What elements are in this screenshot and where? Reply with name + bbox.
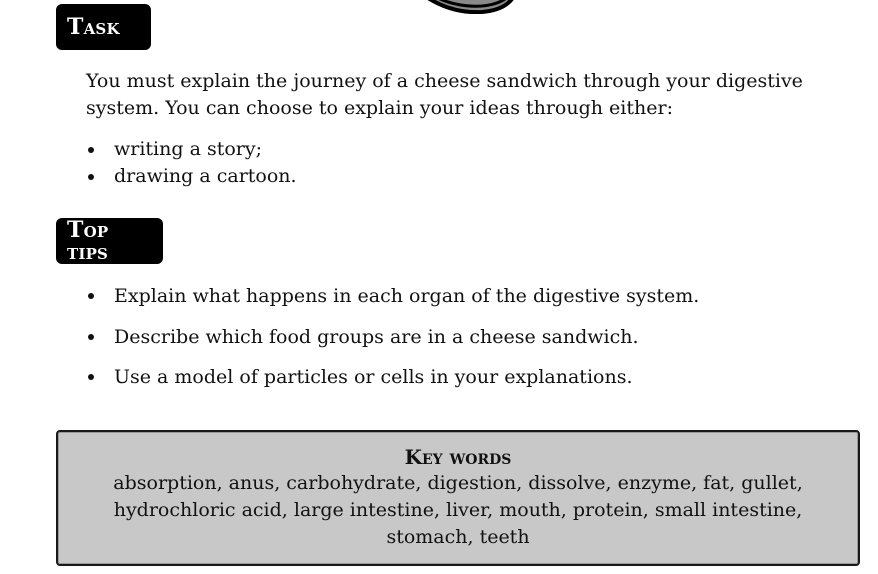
list-item: Describe which food groups are in a cheese sandwich.	[86, 323, 699, 351]
key-words-title: Key words	[404, 445, 512, 469]
list-item: writing a story;	[86, 136, 297, 163]
sandwich-illustration	[420, 0, 516, 14]
task-heading-text: Task	[67, 14, 120, 40]
list-item: Use a model of particles or cells in your explanations.	[86, 363, 699, 391]
key-words-line: stomach, teeth	[386, 526, 530, 548]
list-item: Explain what happens in each organ of the digestive system.	[86, 282, 699, 310]
top-tips-heading-text: Top tips	[67, 217, 109, 265]
list-item: drawing a cartoon.	[86, 163, 297, 190]
task-heading	[56, 4, 151, 50]
task-options-list	[86, 136, 297, 190]
key-words-line: absorption, anus, carbohydrate, digestion, dissolve, enzyme, fat, gullet,	[113, 472, 803, 494]
key-words-panel	[56, 430, 860, 566]
key-words-line: hydrochloric acid, large intestine, liver, mouth, protein, small intestine,	[113, 499, 803, 521]
top-tips-heading	[56, 218, 163, 264]
top-tips-list	[86, 282, 699, 404]
task-intro: You must explain the journey of a cheese sandwich through your digestive system. You can choose to explain your ideas through either:	[86, 70, 803, 119]
